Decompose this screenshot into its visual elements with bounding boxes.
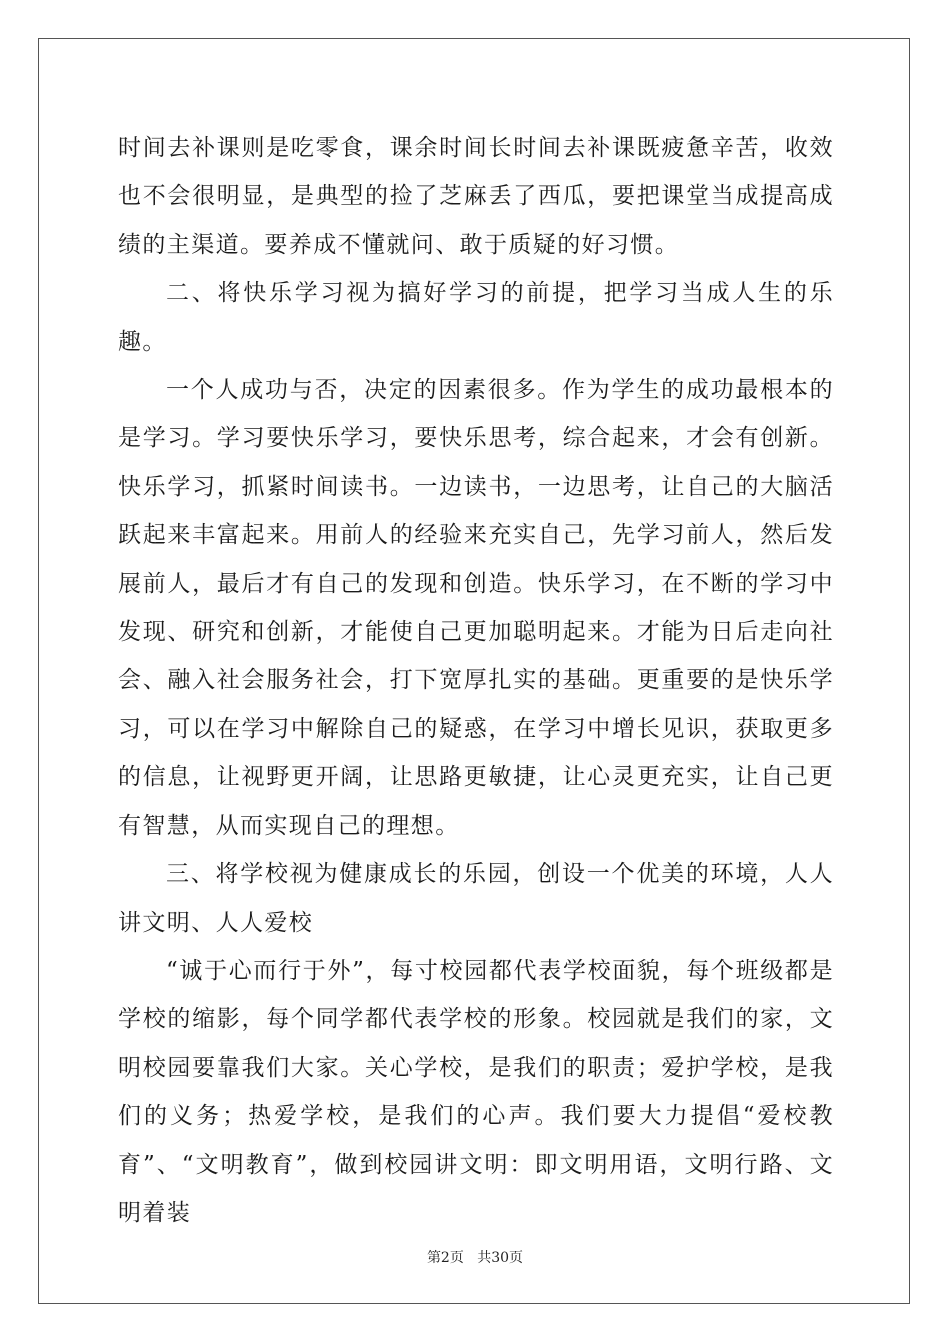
page-footer	[0, 1247, 950, 1267]
page-total: 共30页	[477, 1250, 524, 1266]
section-heading: 三、将学校视为健康成长的乐园，创设一个优美的环境，人人讲文明、人人爱校	[118, 861, 834, 936]
paragraph: “诚于心而行于外”，每寸校园都代表学校面貌，每个班级都是学校的缩影，每个同学都代表学校的形象。校园就是我们的家，文明校园要靠我们大家。关心学校，是我们的职责；爱护学校，是我们的义务；热爱学校，是我们的心声。我们要大力提倡“爱校教育”、“文明教育”，做到校园讲文明：即文明用语，文明行路、文明着装	[118, 957, 834, 1226]
document-body	[118, 124, 834, 1237]
page-number: 第2页	[426, 1250, 464, 1266]
section-heading: 二、将快乐学习视为搞好学习的前提，把学习当成人生的乐趣。	[118, 280, 834, 355]
paragraph: 时间去补课则是吃零食，课余时间长时间去补课既疲惫辛苦，收效也不会很明显，是典型的捡了芝麻丢了西瓜，要把课堂当成提高成绩的主渠道。要养成不懂就问、敢于质疑的好习惯。	[118, 135, 834, 258]
paragraph: 一个人成功与否，决定的因素很多。作为学生的成功最根本的是学习。学习要快乐学习，要快乐思考，综合起来，才会有创新。快乐学习，抓紧时间读书。一边读书，一边思考，让自己的大脑活跃起来丰富起来。用前人的经验来充实自己，先学习前人，然后发展前人，最后才有自己的发现和创造。快乐学习，在不断的学习中发现、研究和创新，才能使自己更加聪明起来。才能为日后走向社会、融入社会服务社会，打下宽厚扎实的基础。更重要的是快乐学习，可以在学习中解除自己的疑惑，在学习中增长见识，获取更多的信息，让视野更开阔，让思路更敏捷，让心灵更充实，让自己更有智慧，从而实现自己的理想。	[118, 377, 834, 839]
